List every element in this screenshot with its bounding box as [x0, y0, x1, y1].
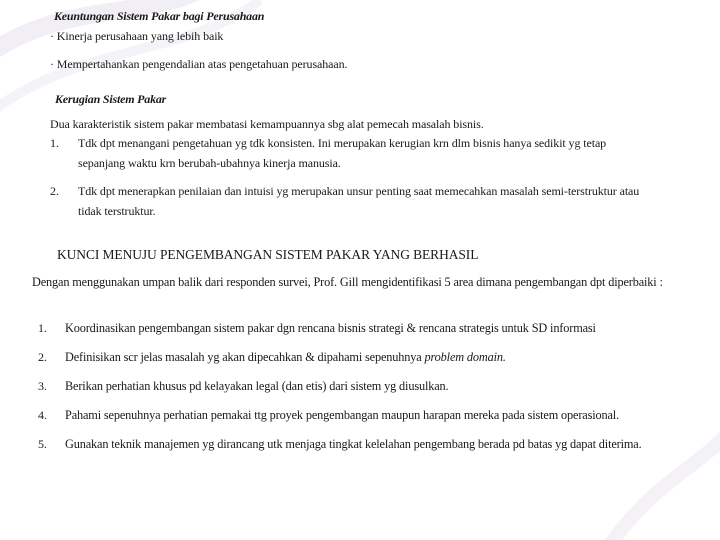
- key-item-5: Gunakan teknik manajemen yg dirancang utk menjaga tingkat kelelahan pengembang berada pd batas yg dapat diterima.: [65, 437, 642, 451]
- key-number-5: 5.: [38, 437, 47, 451]
- advantage-item-2: · Mempertahankan pengendalian atas pengetahuan perusahaan.: [50, 57, 348, 71]
- key-item-4: Pahami sepenuhnya perhatian pemakai ttg proyek pengembangan maupun harapan mereka pada sistem operasional.: [65, 408, 619, 422]
- key-number-4: 4.: [38, 408, 47, 422]
- key-number-3: 3.: [38, 379, 47, 393]
- advantage-item-1: · Kinerja perusahaan yang lebih baik: [50, 29, 224, 43]
- disadvantage-item-1-line-1: Tdk dpt menangani pengetahuan yg tdk konsisten. Ini merupakan kerugian krn dlm bisnis hanya sedikit yg tetap: [78, 136, 607, 150]
- section-title-keys: KUNCI MENUJU PENGEMBANGAN SISTEM PAKAR YANG BERHASIL: [57, 247, 479, 262]
- key-item-2-emphasis: problem domain.: [424, 350, 506, 364]
- key-item-1: Koordinasikan pengembangan sistem pakar dgn rencana bisnis strategi & rencana strategis untuk SD informasi: [65, 321, 596, 335]
- disadvantage-item-1-line-2: sepanjang waktu krn berubah-ubahnya kinerja manusia.: [78, 156, 341, 170]
- disadvantage-item-2-line-1: Tdk dpt menerapkan penilaian dan intuisi yg merupakan unsur penting saat memecahkan masalah semi-terstruktur atau: [78, 184, 640, 198]
- key-number-1: 1.: [38, 321, 47, 335]
- section-title-advantages: Keuntungan Sistem Pakar bagi Perusahaan: [54, 9, 265, 23]
- disadvantage-item-2-line-2: tidak terstruktur.: [78, 204, 156, 218]
- keys-intro: Dengan menggunakan umpan balik dari responden survei, Prof. Gill mengidentifikasi 5 area dimana pengembangan dpt diperbaiki :: [32, 275, 663, 289]
- disadvantages-intro: Dua karakteristik sistem pakar membatasi kemampuannya sbg alat pemecah masalah bisnis.: [50, 117, 484, 131]
- disadvantage-number-1: 1.: [50, 136, 59, 150]
- disadvantage-number-2: 2.: [50, 184, 59, 198]
- key-item-2: [65, 350, 506, 365]
- key-number-2: 2.: [38, 350, 47, 364]
- key-item-3: Berikan perhatian khusus pd kelayakan legal (dan etis) dari sistem yg diusulkan.: [65, 379, 449, 393]
- key-item-2-text: Definisikan scr jelas masalah yg akan dipecahkan & dipahami sepenuhnya: [65, 350, 425, 364]
- section-title-disadvantages: Kerugian Sistem Pakar: [55, 92, 167, 106]
